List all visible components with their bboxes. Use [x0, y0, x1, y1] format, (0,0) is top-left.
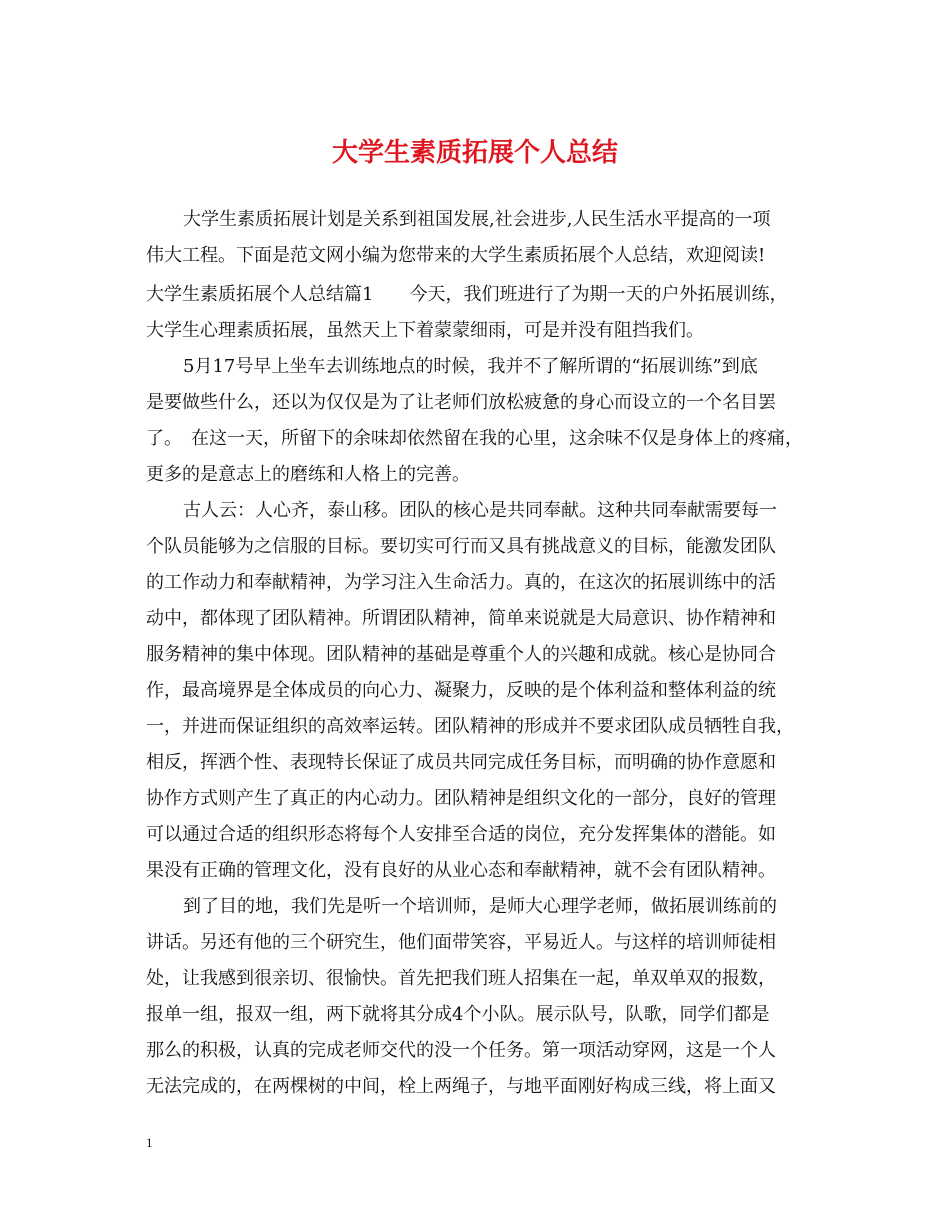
- text-line: 的工作动力和奉献精神，为学习注入生命活力。真的，在这次的拓展训练中的活: [146, 572, 776, 593]
- text-line: 那么的积极，认真的完成老师交代的没一个任务。第一项活动穿网，这是一个人: [146, 1040, 776, 1061]
- text-line: 相反，挥洒个性、表现特长保证了成员共同完成任务目标，而明确的协作意愿和: [146, 752, 776, 773]
- text-line: 一，并进而保证组织的高效率运转。团队精神的形成并不要求团队成员牺牲自我，: [146, 716, 794, 737]
- text-line: 古人云：人心齐，泰山移。团队的核心是共同奉献。这种共同奉献需要每一: [183, 500, 777, 521]
- text-line: 协作方式则产生了真正的内心动力。团队精神是组织文化的一部分，良好的管理: [146, 788, 776, 809]
- text-line: 服务精神的集中体现。团队精神的基础是尊重个人的兴趣和成就。核心是协同合: [146, 644, 776, 665]
- text-line: 讲话。另还有他的三个研究生，他们面带笑容，平易近人。与这样的培训师徒相: [146, 932, 776, 953]
- text-line: 作，最高境界是全体成员的向心力、凝聚力，反映的是个体利益和整体利益的统: [146, 680, 776, 701]
- text-line: 报单一组，报双一组，两下就将其分成4个小队。展示队号，队歌，同学们都是: [146, 1004, 770, 1025]
- text-line: 大学生素质拓展计划是关系到祖国发展,社会进步,人民生活水平提高的一项: [183, 209, 771, 230]
- text-line: 了。 在这一天，所留下的余味却依然留在我的心里，这余味不仅是身体上的疼痛，: [146, 428, 803, 449]
- text-line: 更多的是意志上的磨练和人格上的完善。: [146, 464, 470, 485]
- text-line: 果没有正确的管理文化，没有良好的从业心态和奉献精神，就不会有团队精神。: [146, 860, 776, 881]
- text-line: 大学生心理素质拓展，虽然天上下着蒙蒙细雨，可是并没有阻挡我们。: [146, 320, 704, 341]
- text-line: 伟大工程。下面是范文网小编为您带来的大学生素质拓展个人总结，欢迎阅读!: [146, 245, 766, 266]
- text-line: 可以通过合适的组织形态将每个人安排至合适的岗位，充分发挥集体的潜能。如: [146, 824, 776, 845]
- text-line: 到了目的地，我们先是听一个培训师，是师大心理学老师，做拓展训练前的: [183, 896, 777, 917]
- text-line: 无法完成的，在两棵树的中间，栓上两绳子，与地平面刚好构成三线，将上面又: [146, 1076, 776, 1097]
- document-title: 大学生素质拓展个人总结: [331, 138, 618, 168]
- text-line: 5月17号早上坐车去训练地点的时候，我并不了解所谓的“拓展训练”到底: [183, 356, 758, 377]
- text-line: 动中，都体现了团队精神。所谓团队精神，简单来说就是大局意识、协作精神和: [146, 608, 776, 629]
- text-line: 是要做些什么，还以为仅仅是为了让老师们放松疲惫的身心而设立的一个名目罢: [146, 392, 776, 413]
- text-line: 处，让我感到很亲切、很愉快。首先把我们班人招集在一起，单双单双的报数，: [146, 968, 776, 989]
- text-line: 大学生素质拓展个人总结篇1 今天，我们班进行了为期一天的户外拓展训练，: [146, 284, 788, 305]
- text-line: 个队员能够为之信服的目标。要切实可行而又具有挑战意义的目标，能激发团队: [146, 536, 776, 557]
- page-number: 1: [146, 1135, 153, 1150]
